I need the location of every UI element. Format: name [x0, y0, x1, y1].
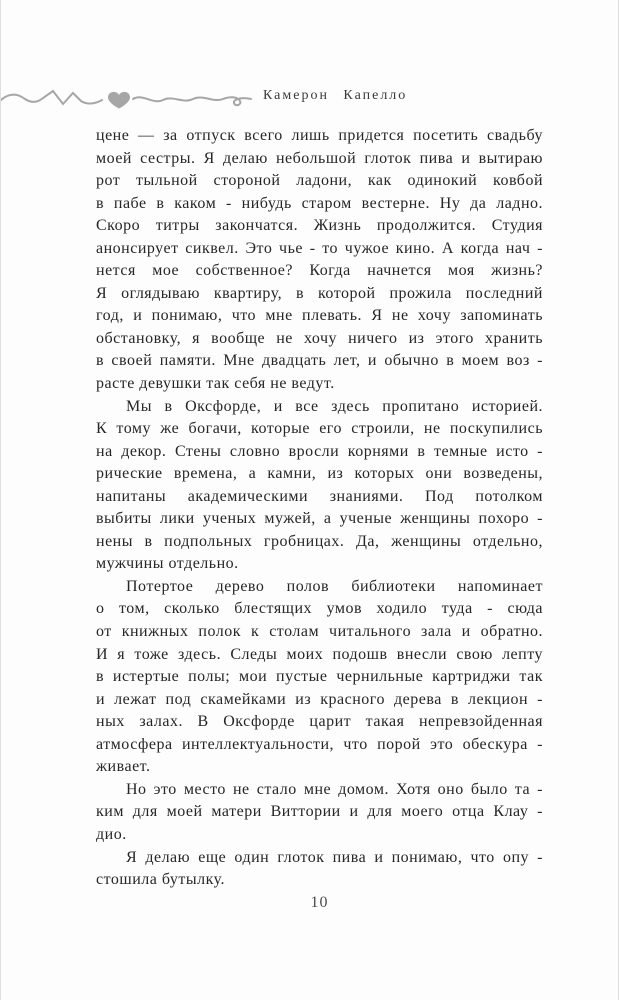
paragraph	[96, 125, 543, 396]
page-body	[96, 125, 543, 892]
squiggle-heart-divider	[1, 85, 259, 113]
text-line: о том, сколько блестящих умов ходило туда - сюда	[96, 600, 543, 618]
squiggle-line-right	[133, 97, 251, 105]
text-line: цене — за отпуск всего лишь придется посетить свадьбу	[96, 127, 543, 144]
text-line: дио.	[96, 825, 127, 843]
text-line: нется мое собственное? Когда начнется моя жизнь?	[96, 262, 543, 280]
text-line: ким для моей матери Виттории и для моего отца Клау -	[96, 803, 543, 821]
text-line: выбиты лики ученых мужей, а ученые женщины похоро -	[96, 510, 543, 528]
text-line: стошила бутылку.	[96, 871, 226, 889]
paragraph	[96, 779, 543, 847]
text-line: Но это место не стало мне домом. Хотя оно было та -	[126, 780, 543, 798]
text-line: в своей памяти. Мне двадцать лет, и обычно в моем воз -	[96, 352, 543, 370]
page-footer	[96, 894, 543, 912]
text-line: Я оглядываю квартиру, в которой прожила последний	[96, 284, 543, 302]
paragraph	[96, 847, 543, 892]
text-line: ных залах. В Оксфорде царит такая непревзойденная	[96, 713, 543, 731]
heart-icon	[108, 92, 130, 109]
text-line: мужчины отдельно.	[96, 555, 239, 573]
text-line: атмосфера интеллектуальности, что порой это обескура -	[96, 735, 543, 753]
text-line: Мы в Оксфорде, и все здесь пропитано историей.	[126, 397, 543, 415]
text-line: от книжных полок к столам читального зала и обратно.	[96, 623, 543, 641]
page-header	[1, 0, 618, 120]
paragraph	[96, 576, 543, 779]
text-line: И я тоже здесь. Следы моих подошв внесли свою лепту	[96, 645, 543, 663]
squiggle-line-left	[1, 91, 102, 104]
text-line: рот тыльной стороной ладони, как одинокий ковбой	[96, 172, 543, 190]
text-line: К тому же богачи, которые его строили, не поскупились	[96, 420, 543, 438]
text-line: нены в подпольных гробницах. Да, женщины отдельно,	[96, 532, 543, 550]
text-line: живает.	[96, 758, 151, 776]
text-line: в пабе в каком - нибудь старом вестерне. Ну да ладно.	[96, 194, 543, 212]
text-line: рические времена, а камни, из которых они возведены,	[96, 465, 543, 483]
text-line: Я делаю еще один глоток пива и понимаю, что опу -	[126, 848, 543, 866]
text-line: Потертое дерево полов библиотеки напоминает	[126, 577, 543, 595]
text-line: год, и понимаю, что мне плевать. Я не хочу запоминать	[96, 307, 543, 325]
text-line: Скоро титры закончатся. Жизнь продолжится. Студия	[96, 217, 543, 235]
text-line: расте девушки так себя не ведут.	[96, 375, 335, 393]
text-line: анонсирует сиквел. Это чье - то чужое кино. А когда нач -	[96, 239, 543, 257]
text-line: и лежат под скамейками из красного дерева в лекцион -	[96, 690, 543, 708]
page-number: 10	[310, 894, 329, 911]
text-line: на декор. Стены словно вросли корнями в темные исто -	[96, 442, 543, 460]
paragraph	[96, 396, 543, 576]
author-name: Камерон Капелло	[263, 88, 408, 103]
text-line: в истертые полы; мои пустые чернильные картриджи так	[96, 668, 543, 686]
text-line: напитаны академическими знаниями. Под потолком	[96, 487, 543, 505]
text-line: моей сестры. Я делаю небольшой глоток пива и вытираю	[96, 149, 543, 167]
text-line: обстановку, я вообще не хочу ничего из этого хранить	[96, 329, 543, 347]
